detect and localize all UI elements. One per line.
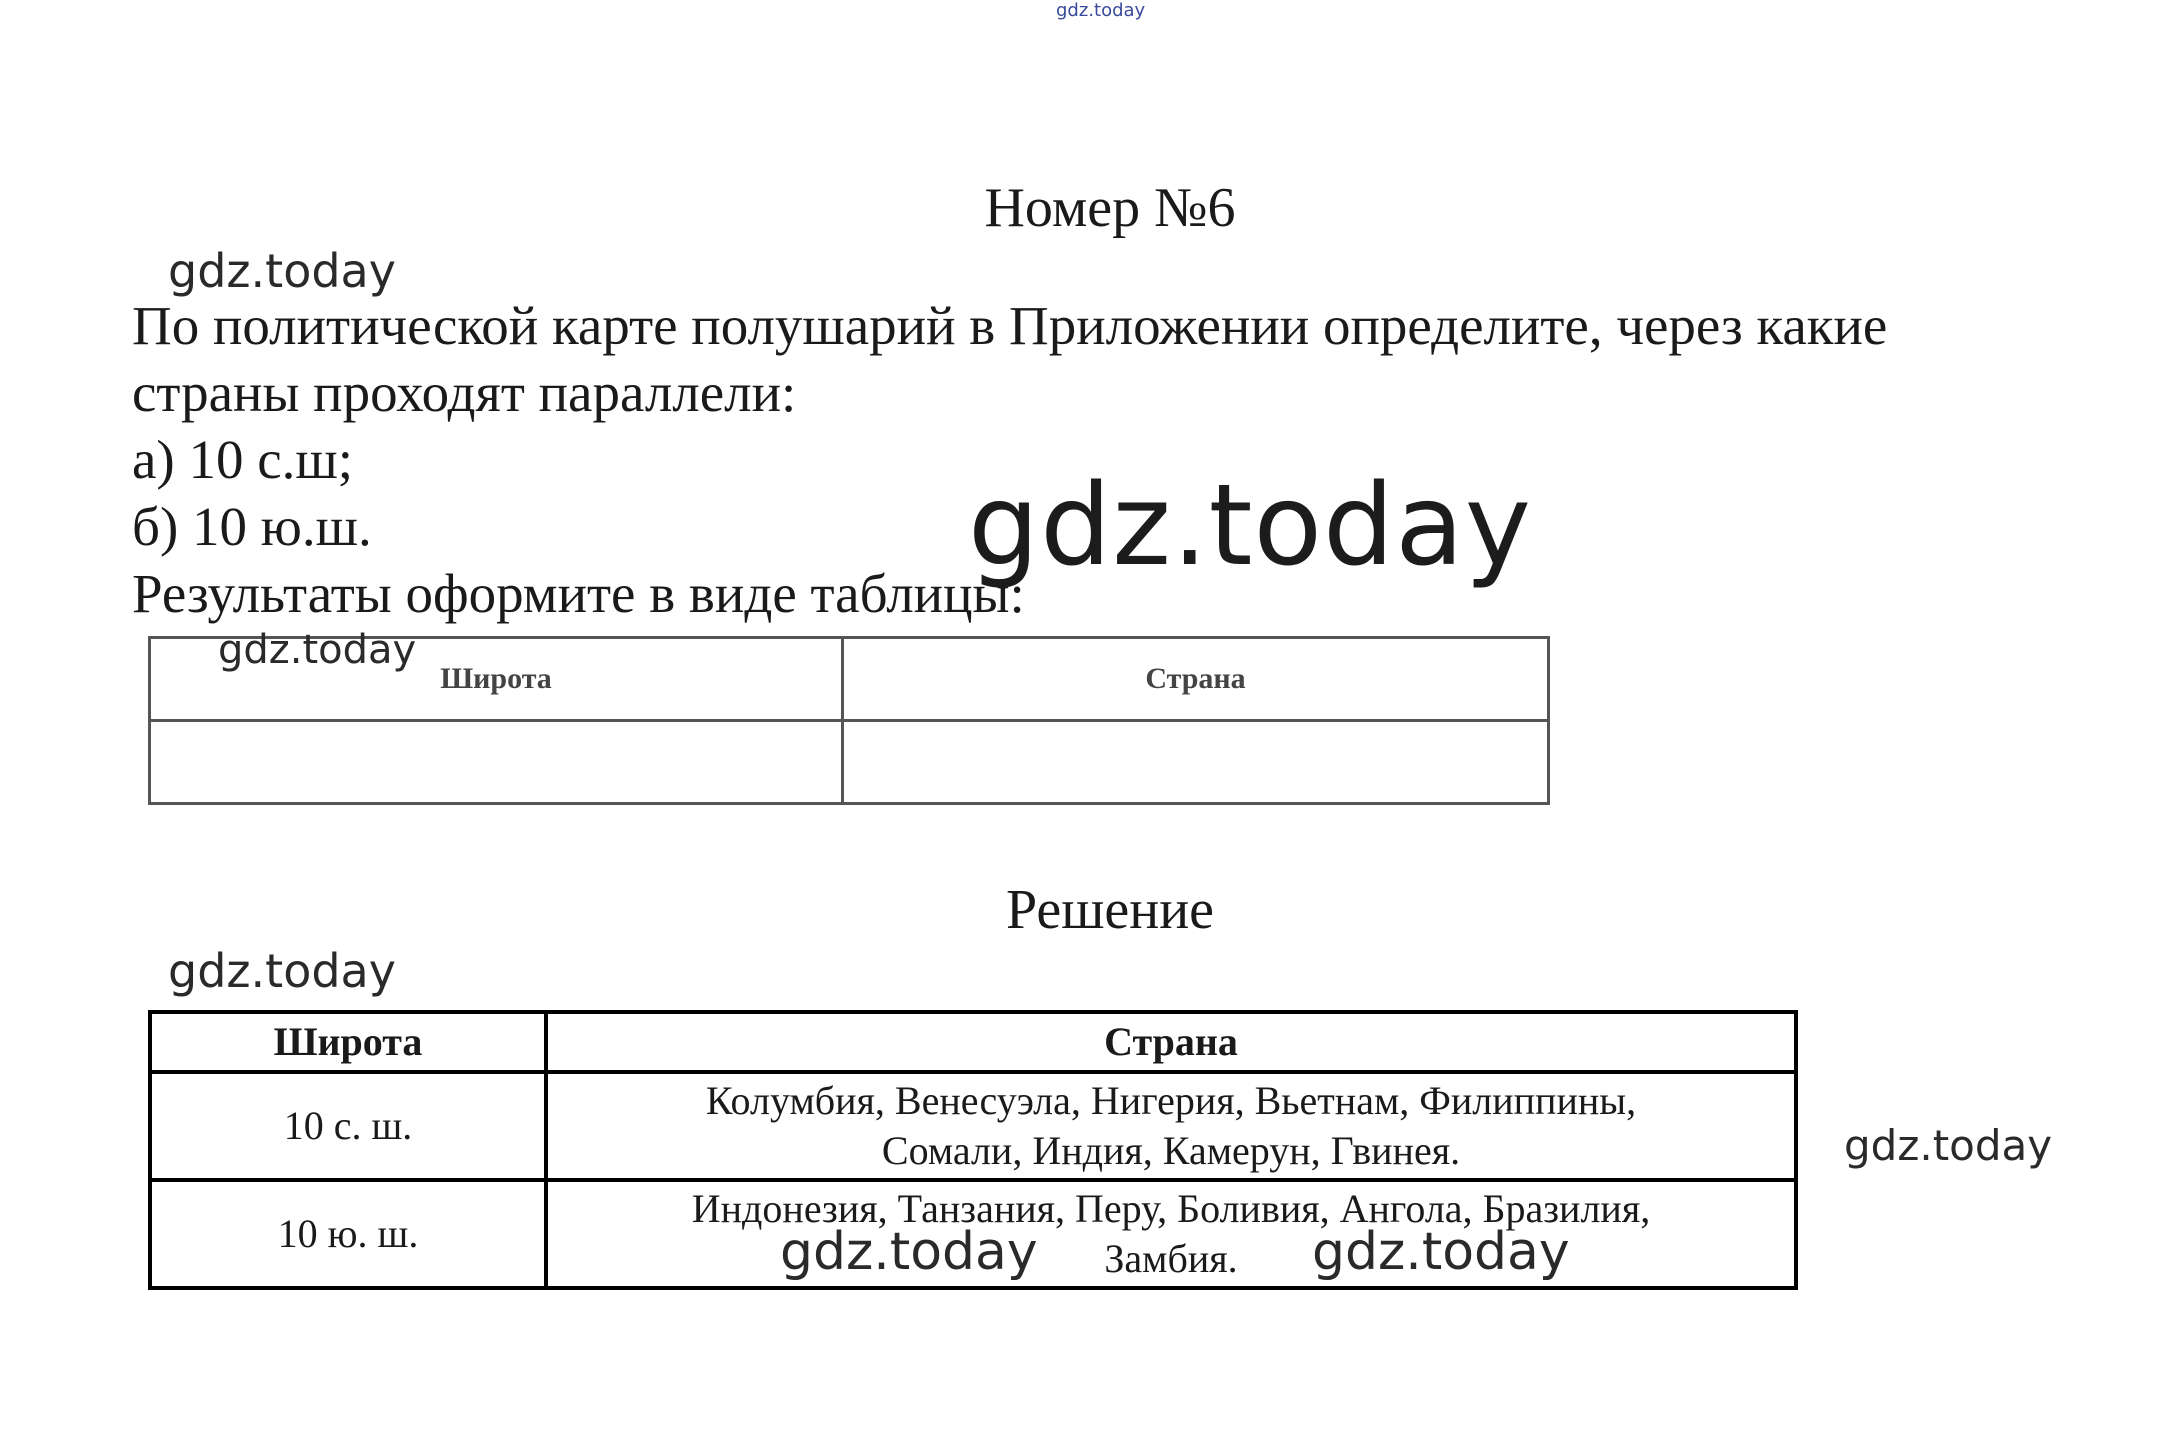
watermark-top: gdz.today	[1056, 0, 1146, 21]
table-row	[150, 721, 1549, 804]
country-line: Сомали, Индия, Камерун, Гвинея.	[881, 1128, 1461, 1173]
watermark: gdz.today	[780, 1222, 1038, 1282]
task-line-4: б) 10 ю.ш.	[132, 496, 372, 557]
country-line: Замбия.	[1104, 1236, 1238, 1281]
task-title: Номер №6	[984, 177, 1236, 239]
task-line-5: Результаты оформите в виде таблицы:	[132, 563, 1025, 624]
table-header-row	[150, 1012, 1796, 1072]
task-line-2: страны проходят параллели:	[132, 362, 797, 423]
watermark: gdz.today	[1844, 1121, 2053, 1170]
latitude-cell: 10 с. ш.	[150, 1072, 546, 1180]
watermark: gdz.today	[218, 627, 417, 673]
blank-header-country: Страна	[843, 638, 1549, 721]
country-line: Колумбия, Венесуэла, Нигерия, Вьетнам, Филиппины,	[705, 1078, 1637, 1123]
watermark-large: gdz.today	[968, 461, 1533, 591]
blank-cell	[843, 721, 1549, 804]
watermark: gdz.today	[1312, 1222, 1570, 1282]
header-country: Страна	[546, 1012, 1796, 1072]
header-latitude: Широта	[150, 1012, 546, 1072]
task-line-1: По политической карте полушарий в Приложении определите, через какие	[132, 295, 1888, 356]
blank-cell	[150, 721, 843, 804]
country-cell	[546, 1072, 1796, 1180]
country-cell	[546, 1180, 1796, 1288]
task-line-3: а) 10 с.ш;	[132, 429, 354, 490]
watermark: gdz.today	[168, 944, 396, 998]
watermark: gdz.today	[168, 244, 396, 298]
table-row	[150, 1072, 1796, 1180]
blank-header-latitude: Широта	[150, 638, 843, 721]
latitude-cell: 10 ю. ш.	[150, 1180, 546, 1288]
solution-title: Решение	[1005, 879, 1215, 941]
country-line: Индонезия, Танзания, Перу, Боливия, Ангола, Бразилия,	[691, 1186, 1651, 1231]
